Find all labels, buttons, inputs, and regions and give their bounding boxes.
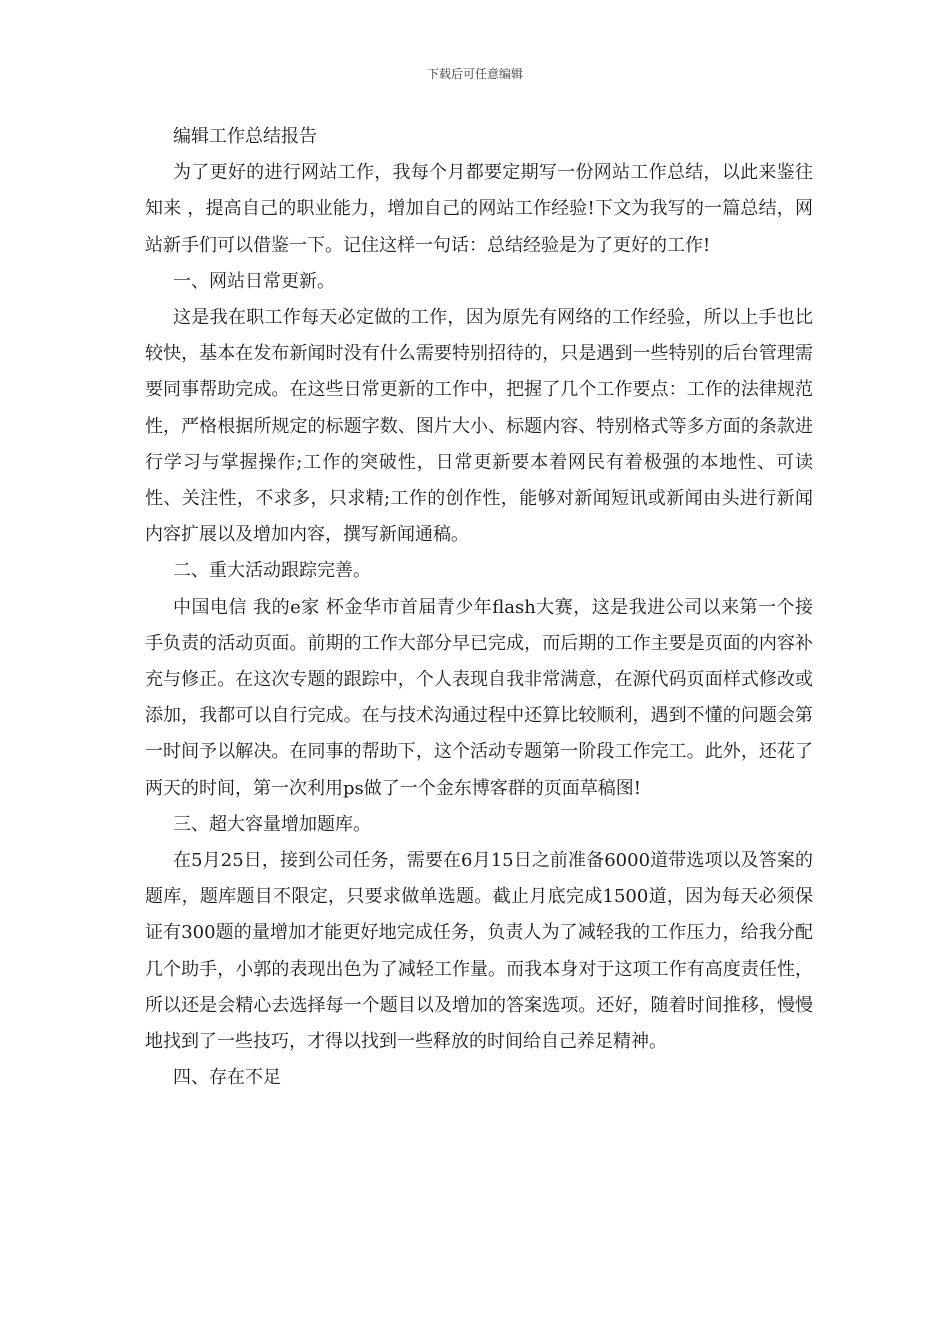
document-title: 编辑工作总结报告: [173, 126, 317, 147]
section-heading-2: 二、重大活动跟踪完善。: [173, 560, 371, 582]
section-heading-3: 三、超大容量增加题库。: [173, 813, 371, 835]
section-heading-1: 一、网站日常更新。: [173, 270, 335, 292]
section-paragraph-1: 这是我在职工作每天必定做的工作，因为原先有网络的工作经验，所以上手也比较快，基本在发布新闻时没有什么需要特别招待的，只是遇到一些特别的后台管理需要同事帮助完成。在这些日常更新的工作中，把握了几个工作要点：工作的法律规范性，严格根据所规定的标题字数、图片大小、标题内容、特别格式等多方面的条款进行学习与掌握操作;工作的突破性，日常更新要本着网民有着极强的本地性、可读性、关注性，不求多，只求精;工作的创作性，能够对新闻短讯或新闻由头进行新闻内容扩展以及增加内容，撰写新闻通稿。: [145, 307, 813, 546]
section-paragraph-2: 中国电信 我的e家 杯金华市首届青少年flash大赛，这是我进公司以来第一个接手负责的活动页面。前期的工作大部分早已完成，而后期的工作主要是页面的内容补充与修正。在这次专题的跟踪中，个人表现自我非常满意，在源代码页面样式修改或添加，我都可以自行完成。在与技术沟通过程中还算比较顺利，遇到不懂的问题会第一时间予以解决。在同事的帮助下，这个活动专题第一阶段工作完工。此外，还花了两天的时间，第一次利用ps做了一个金东博客群的页面草稿图!: [145, 596, 813, 799]
intro-paragraph: 为了更好的进行网站工作，我每个月都要定期写一份网站工作总结，以此来鉴往知来 ，提高自己的职业能力，增加自己的网站工作经验!下文为我写的一篇总结，网站新手们可以借鉴一下。记住这样一句话：总结经验是为了更好的工作!: [145, 162, 813, 256]
section-heading-4: 四、存在不足: [173, 1067, 281, 1089]
document-body: [145, 119, 813, 1096]
page-header: 下载后可任意编辑: [426, 67, 523, 81]
section-paragraph-3: 在5月25日，接到公司任务，需要在6月15日之前准备6000道带选项以及答案的题库，题库题目不限定，只要求做单选题。截止月底完成1500道，因为每天必须保证有300题的量增加才能更好地完成任务，负责人为了减轻我的工作压力，给我分配几个助手，小郭的表现出色为了减轻工作量。而我本身对于这项工作有高度责任性，所以还是会精心去选择每一个题目以及增加的答案选项。还好，随着时间推移，慢慢地找到了一些技巧，才得以找到一些释放的时间给自己养足精神。: [145, 850, 813, 1053]
